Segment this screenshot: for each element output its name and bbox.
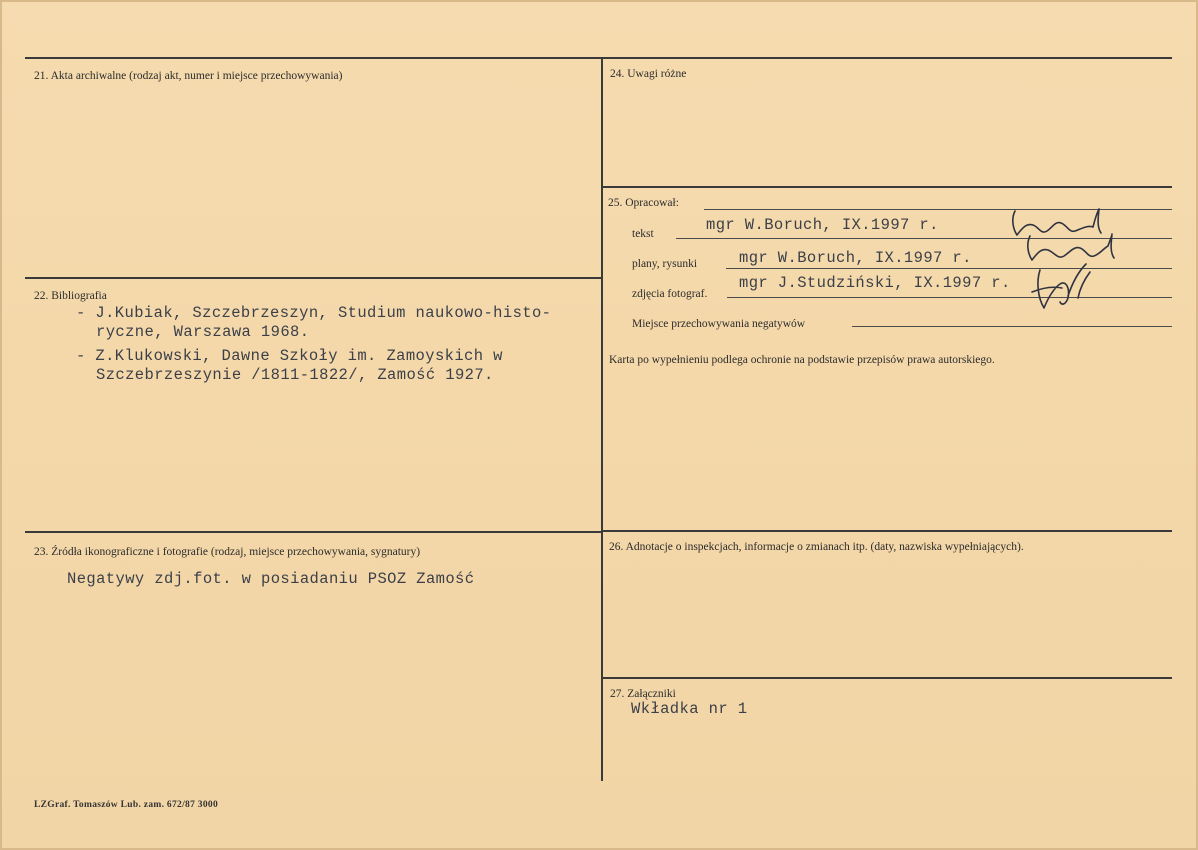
section-21-label: 21. Akta archiwalne (rodzaj akt, numer i miejsce przechowywania)	[34, 70, 343, 82]
tekst-value: mgr W.Boruch, IX.1997 r.	[706, 216, 939, 234]
negatywy-label: Miejsce przechowywania negatywów	[632, 318, 806, 330]
signature-3-icon	[1026, 258, 1096, 314]
divider-22-23	[25, 531, 602, 533]
divider-21-22	[25, 277, 602, 279]
bibliography-entry-1-line-1: - J.Kubiak, Szczebrzeszyn, Studium naukowo-histo-	[76, 304, 552, 322]
bibliography-entry-2-line-1: - Z.Klukowski, Dawne Szkoły im. Zamoyskich w	[76, 347, 503, 365]
plany-rysunki-value: mgr W.Boruch, IX.1997 r.	[739, 249, 972, 267]
section-23-value: Negatywy zdj.fot. w posiadaniu PSOZ Zamość	[67, 570, 475, 588]
copyright-note: Karta po wypełnieniu podlega ochronie na podstawie przepisów prawa autorskiego.	[609, 354, 995, 366]
tekst-label: tekst	[632, 228, 654, 240]
section-27-value: Wkładka nr 1	[631, 700, 748, 718]
zdjecia-value: mgr J.Studziński, IX.1997 r.	[739, 274, 1011, 292]
plany-rysunki-line	[726, 268, 1172, 269]
divider-25-26	[601, 530, 1172, 532]
divider-24-25	[601, 186, 1172, 188]
section-25-label: 25. Opracował:	[608, 197, 679, 209]
section-27-label: 27. Załączniki	[610, 688, 676, 700]
negatywy-line	[852, 326, 1172, 327]
zdjecia-line	[727, 297, 1172, 298]
printer-imprint: LZGraf. Tomaszów Lub. zam. 672/87 3000	[34, 800, 218, 810]
zdjecia-label: zdjęcia fotograf.	[632, 288, 708, 300]
bibliography-entry-2-line-2: Szczebrzeszynie /1811-1822/, Zamość 1927.	[96, 366, 494, 384]
top-rule	[25, 57, 1172, 59]
bibliography-entry-1-line-2: ryczne, Warszawa 1968.	[96, 323, 310, 341]
section-24-label: 24. Uwagi różne	[610, 68, 687, 80]
divider-26-27	[601, 677, 1172, 679]
center-divider	[601, 57, 603, 781]
section-23-label: 23. Źródła ikonograficzne i fotografie (rodzaj, miejsce przechowywania, sygnatury)	[34, 546, 421, 558]
plany-rysunki-label: plany, rysunki	[632, 258, 698, 270]
section-22-label: 22. Bibliografia	[34, 290, 107, 302]
section-26-label: 26. Adnotacje o inspekcjach, informacje o zmianach itp. (daty, nazwiska wypełniających).	[609, 541, 1024, 553]
